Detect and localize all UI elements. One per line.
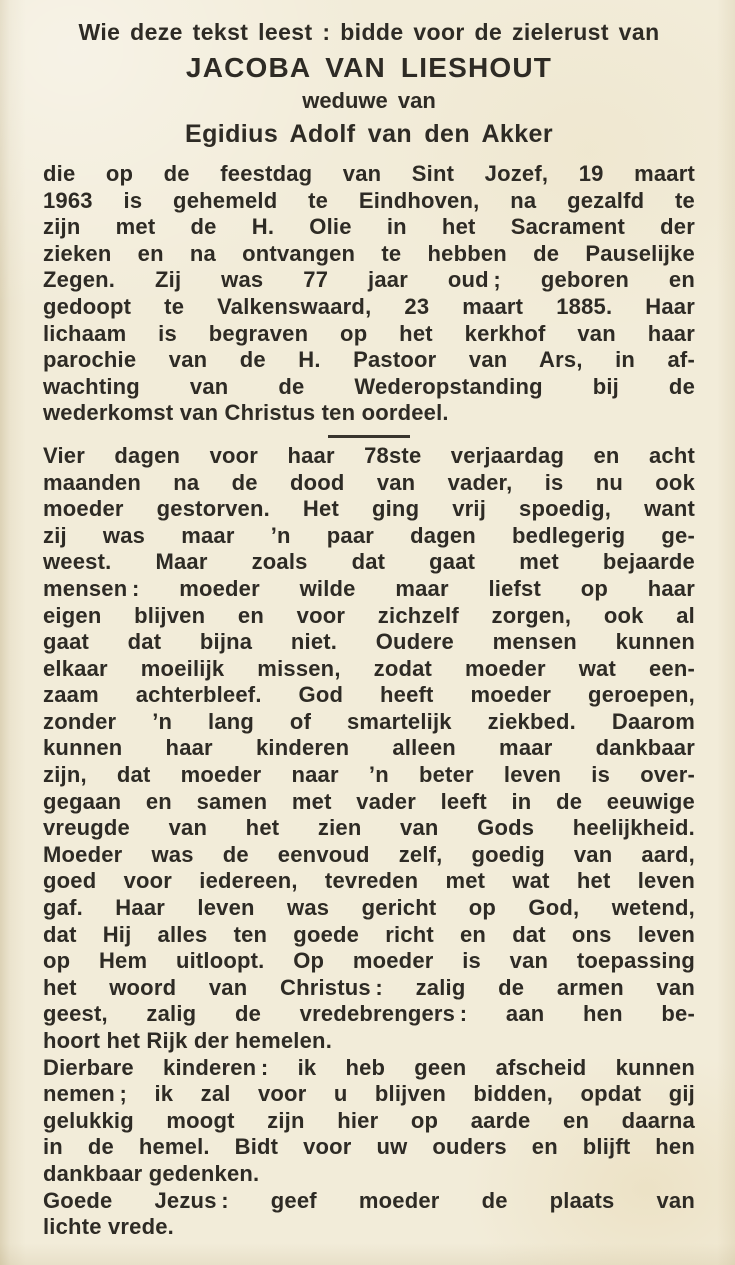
paragraph-prayer	[43, 1188, 695, 1241]
spouse-name: Egidius Adolf van den Akker	[185, 120, 553, 148]
text-line: geest, zalig de vredebrengers : aan hen be-	[43, 1001, 695, 1027]
text-line: dat Hij alles ten goede richt en dat ons leven	[43, 921, 695, 947]
text-line: zaam achterbleef. God heeft moeder geroepen,	[43, 682, 695, 708]
text-line: elkaar moeilijk missen, zodat moeder wat een-	[43, 655, 695, 681]
text-line: kunnen haar kinderen alleen maar dankbaar	[43, 735, 695, 761]
text-line: maanden na de dood van vader, is nu ook	[43, 469, 695, 495]
paragraph-memorial	[43, 443, 695, 1055]
text-line: gegaan en samen met vader leeft in de eeuwige	[43, 788, 695, 814]
text-line: zonder ’n lang of smartelijk ziekbed. Daarom	[43, 708, 695, 734]
text-line: zijn met de H. Olie in het Sacrament der	[43, 214, 695, 240]
text-line: lichaam is begraven op het kerkhof van haar	[43, 320, 695, 346]
text-line: Dierbare kinderen : ik heb geen afscheid kunnen	[43, 1054, 695, 1080]
text-line: 1963 is gehemeld te Eindhoven, na gezalfd te	[43, 187, 695, 213]
text-line: moeder gestorven. Het ging vrij spoedig, want	[43, 496, 695, 522]
text-line: zijn, dat moeder naar ’n beter leven is over-	[43, 762, 695, 788]
text-line: gelukkig moogt zijn hier op aarde en daarna	[43, 1107, 695, 1133]
text-line: zieken en na ontvangen te hebben de Pauselijke	[43, 240, 695, 266]
text-line: eigen blijven en voor zichzelf zorgen, ook al	[43, 602, 695, 628]
text-line: gaat dat bijna niet. Oudere mensen kunnen	[43, 629, 695, 655]
text-line: die op de feestdag van Sint Jozef, 19 maart	[43, 161, 695, 186]
text-line: hoort het Rijk der hemelen.	[43, 1028, 333, 1053]
text-line: nemen ; ik zal voor u blijven bidden, opdat gij	[43, 1081, 695, 1107]
text-line: vreugde van het zien van Gods heelijkheid.	[43, 815, 695, 841]
text-line: zij was maar ’n paar dagen bedlegerig ge-	[43, 522, 695, 548]
intro-line: Wie deze tekst leest : bidde voor de zielerust van	[78, 19, 660, 45]
text-line: in de hemel. Bidt voor uw ouders en blijft hen	[43, 1134, 695, 1160]
text-line: Vier dagen voor haar 78ste verjaardag en acht	[43, 442, 695, 468]
text-line: gaf. Haar leven was gericht op God, wetend,	[43, 895, 695, 921]
text-line: Zegen. Zij was 77 jaar oud ; geboren en	[43, 267, 695, 293]
deceased-name: JACOBA VAN LIESHOUT	[185, 52, 553, 83]
text-line: goed voor iedereen, tevreden met wat het leven	[43, 868, 695, 894]
text-line: wachting van de Wederopstanding bij de	[43, 373, 695, 399]
text-line: op Hem uitloopt. Op moeder is van toepassing	[43, 948, 695, 974]
text-line: het woord van Christus : zalig de armen van	[43, 974, 695, 1000]
paragraph-farewell	[43, 1055, 695, 1188]
text-line: weest. Maar zoals dat gaat met bejaarde	[43, 549, 695, 575]
text-line: wederkomst van Christus ten oordeel.	[43, 400, 449, 426]
section-divider	[328, 435, 410, 438]
text-line: Goede Jezus : geef moeder de plaats van	[43, 1187, 695, 1213]
relation-line: weduwe van	[302, 88, 436, 113]
text-line: Moeder was de eenvoud zelf, goedig van aard,	[43, 841, 695, 867]
text-line: parochie van de H. Pastoor van Ars, in af-	[43, 347, 695, 373]
text-line: lichte vrede.	[43, 1214, 174, 1240]
card-header	[43, 18, 695, 149]
paragraph-obituary	[43, 161, 695, 427]
text-line: mensen : moeder wilde maar liefst op haar	[43, 575, 695, 601]
card-body	[43, 161, 695, 1241]
text-line: gedoopt te Valkenswaard, 23 maart 1885. Haar	[43, 293, 695, 319]
text-line: dankbaar gedenken.	[43, 1160, 260, 1186]
